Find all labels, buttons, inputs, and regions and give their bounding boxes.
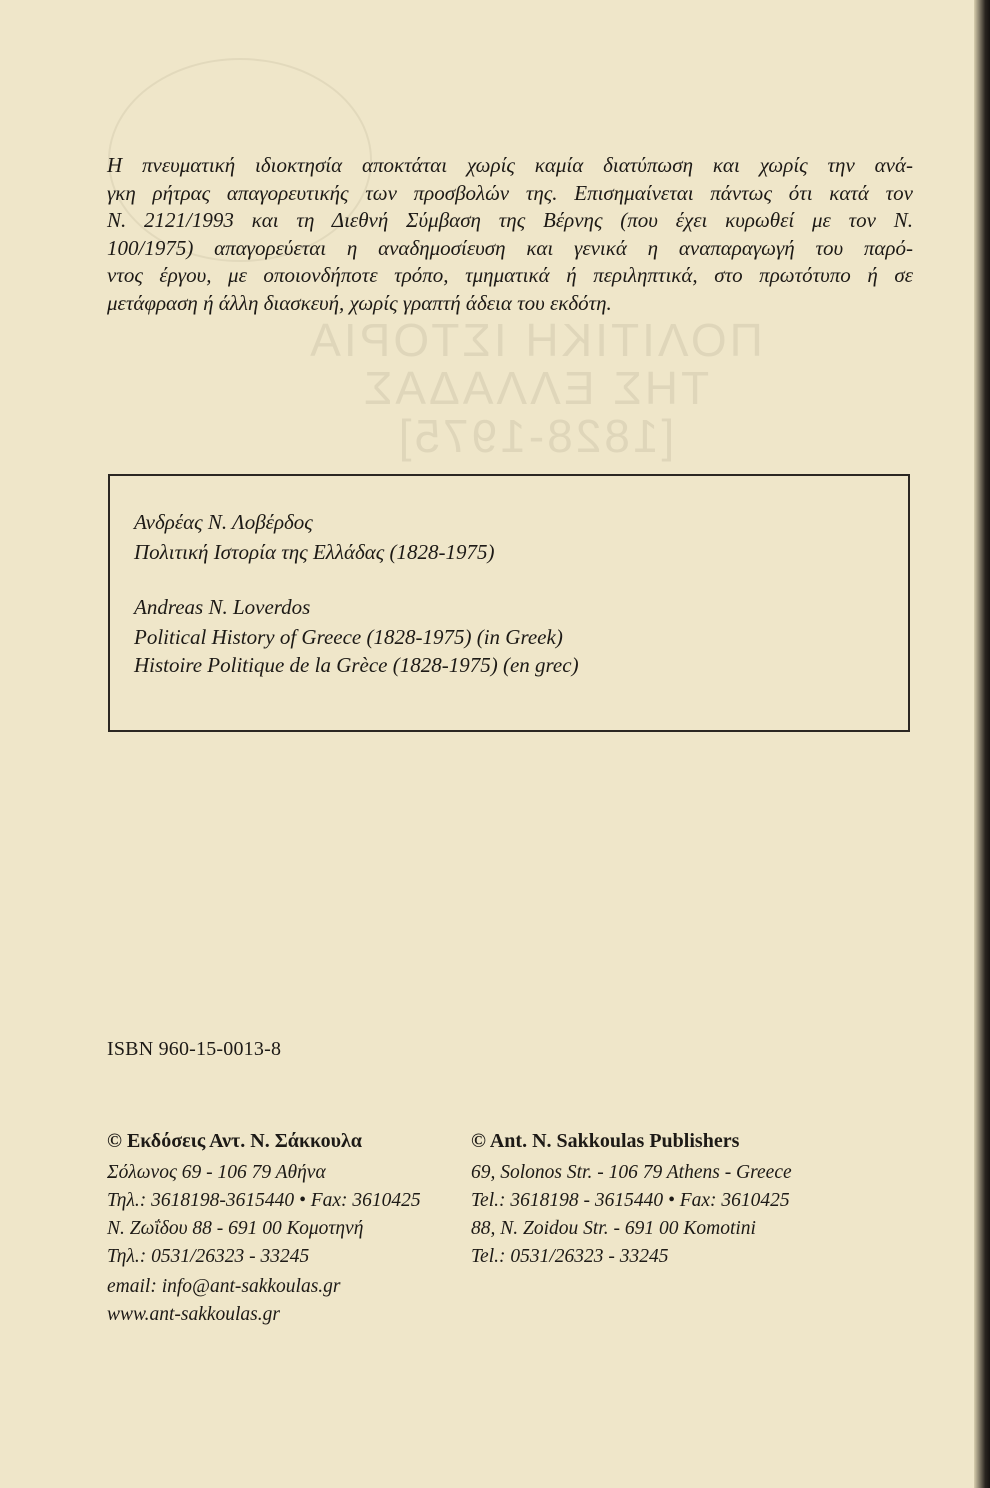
- publisher-english-address2: 88, N. Zoidou Str. - 691 00 Komotini: [471, 1218, 756, 1239]
- title-info-box: [108, 474, 910, 732]
- title-english: Political History of Greece (1828-1975) (in Greek): [134, 625, 563, 649]
- notice-line: Η πνευματική ιδιοκτησία αποκτάται χωρίς καμία διατύπωση και χωρίς την ανά-: [107, 153, 913, 177]
- author-greek: Ανδρέας Ν. Λοβέρδος: [134, 510, 313, 534]
- notice-line: Ν. 2121/1993 και τη Διεθνή Σύμβαση της Βέρνης (που έχει κυρωθεί με τον Ν.: [107, 208, 913, 232]
- title-greek: Πολιτική Ιστορία της Ελλάδας (1828-1975): [134, 540, 495, 564]
- publisher-website: www.ant-sakkoulas.gr: [107, 1304, 280, 1325]
- publisher-english-name: © Ant. N. Sakkoulas Publishers: [471, 1130, 740, 1152]
- publisher-greek-address1: Σόλωνος 69 - 106 79 Αθήνα: [107, 1162, 326, 1183]
- notice-line: μετάφραση ή άλλη διασκευή, χωρίς γραπτή άδεια του εκδότη.: [107, 290, 612, 315]
- publisher-greek-address2: Ν. Ζωΐδου 88 - 691 00 Κομοτηνή: [107, 1218, 364, 1239]
- publisher-greek-phone2: Τηλ.: 0531/26323 - 33245: [107, 1246, 310, 1267]
- publisher-greek-name: © Εκδόσεις Αντ. Ν. Σάκκουλα: [107, 1130, 362, 1152]
- publisher-email: email: info@ant-sakkoulas.gr: [107, 1276, 341, 1297]
- publisher-english-phone1: Tel.: 3618198 - 3615440 • Fax: 3610425: [471, 1190, 790, 1211]
- page-edge-shadow: [974, 0, 990, 1488]
- copyright-notice: [107, 152, 913, 317]
- notice-line: ντος έργου, με οποιονδήποτε τρόπο, τμηματικά ή περιληπτικά, στο πρωτότυπο ή σε: [107, 263, 913, 287]
- isbn: ISBN 960-15-0013-8: [107, 1038, 282, 1060]
- publisher-greek-phone1: Τηλ.: 3618198-3615440 • Fax: 3610425: [107, 1190, 421, 1211]
- publisher-english-address1: 69, Solonos Str. - 106 79 Athens - Greece: [471, 1162, 792, 1183]
- title-french: Histoire Politique de la Grèce (1828-1975) (en grec): [134, 653, 579, 677]
- bleed-through-title: ΠΟΛΙΤΙΚΗ ΙΣΤΟΡΙΑ ΤΗΣ ΕΛΛΑΔΑΣ [1828-1975]: [307, 314, 763, 462]
- publisher-english-phone2: Tel.: 0531/26323 - 33245: [471, 1246, 669, 1267]
- notice-line: 100/1975) απαγορεύεται η αναδημοσίευση και γενικά η αναπαραγωγή του παρό-: [107, 235, 913, 260]
- author-latin: Andreas N. Loverdos: [134, 595, 311, 619]
- notice-line: γκη ρήτρας απαγορευτικής των προσβολών της. Επισημαίνεται πάντως ότι κατά τον: [107, 180, 913, 205]
